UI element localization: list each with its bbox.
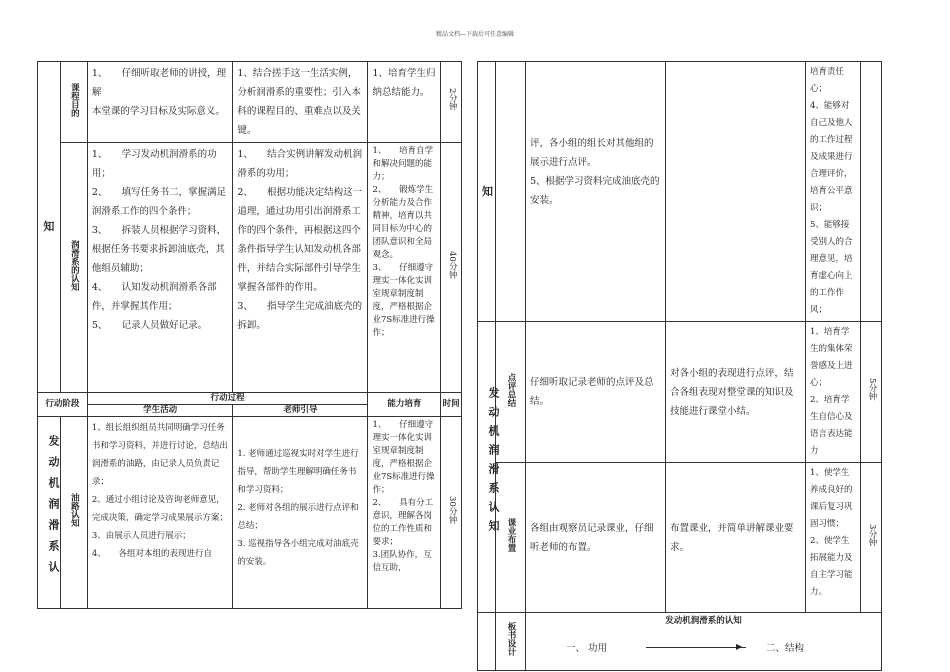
homework-teacher: 布置课业，并简单讲解课业要求。 bbox=[666, 463, 806, 613]
row-label-comment-summary: 点评总结 bbox=[496, 322, 526, 463]
oil-path-student: 1、组长组织组员共同明确学习任务书和学习资料，并进行讨论，总结出润滑系的油路，由记录人员负责记录； 2、通过小组讨论及咨询老师意见，完成决策，确定学习成果展示方案； 3、由展示人员进行展示； 4、 各组对本组的表现进行自 bbox=[87, 417, 232, 609]
comment-summary-student: 仔细听取记录老师的点评及总结。 bbox=[526, 322, 666, 463]
comment-summary-time: 5分钟 bbox=[861, 322, 882, 463]
comment-summary-ability: 1、培育学生的集体荣誉感及上进心； 2、培育学生自信心及语言表达能力 bbox=[806, 322, 861, 463]
row-label-blackboard: 板书设计 bbox=[496, 613, 526, 671]
blackboard-design: 发动机润滑系的认知 一、 功用 ▶ 二、结构 bbox=[526, 613, 882, 671]
row-label-homework: 课业布置 bbox=[496, 463, 526, 613]
row-label-oil-path: 油路认知 bbox=[60, 417, 87, 609]
header-stage: 行动阶段 bbox=[38, 393, 88, 417]
header-student: 学生活动 bbox=[87, 405, 232, 417]
arrow-icon bbox=[646, 647, 746, 648]
header-time: 时间 bbox=[441, 393, 462, 417]
comment-summary-teacher: 对各小组的表现进行点评，结合各组表现对整堂课的知识及技能进行课堂小结。 bbox=[666, 322, 806, 463]
row-label-course-goal: 课程目的 bbox=[60, 62, 87, 143]
lubrication-cognition-teacher: 1、 结合实例讲解发动机润滑系的功用； 2、 根据功能决定结构这一道理，通过功用引出润滑系工作的四个条件，再根据这四个条件指导学生认知发动机各部件，并结合实际部件引导学生掌握各部件的作用。 3、 指导学生完成油底壳的拆卸。 bbox=[233, 143, 368, 393]
course-goal-ability: 1、培育学生归纳总结能力。 bbox=[368, 62, 441, 143]
header-teacher: 老师引导 bbox=[233, 405, 368, 417]
section-label-engine: 发动机润滑系认 bbox=[38, 417, 61, 609]
homework-ability: 1、使学生养成良好的课后复习巩固习惯； 2、使学生拓展能力及自主学习能力。 bbox=[806, 463, 861, 613]
course-goal-student: 1、 仔细听取老师的讲授，理解 本堂课的学习目标及实际意义。 bbox=[87, 62, 232, 143]
section-label-engine-right: 发动机润滑系认知 bbox=[478, 322, 496, 613]
review-ability: 培育责任心； 4、能够对自己及他人的工作过程及成果进行合理评价，培育公平意识； 5、能够接受别人的合理意见，培育虚心向上的工作作风； bbox=[806, 62, 861, 322]
lesson-table-right bbox=[477, 61, 882, 671]
header-ability: 能力培育 bbox=[368, 393, 441, 417]
section-label-knowledge-right: 知 bbox=[478, 62, 496, 322]
lubrication-cognition-ability: 1、 培育自学和解决问题的能力； 2、 锻炼学生分析能力及合作精神，培育以共同目标为中心的团队意识和全局观念。 3、 仔细遵守理实一体化实训室规章制度制度，严格根据企业7S标准进行操作； bbox=[368, 143, 441, 393]
blackboard-item-structure: 二、结构 bbox=[766, 643, 805, 654]
homework-time: 3分钟 bbox=[861, 463, 882, 613]
document-header: 精品文档---下载后可任意编辑 bbox=[435, 31, 515, 38]
section-label-knowledge: 知 bbox=[38, 62, 61, 393]
oil-path-ability: 1、 仔细遵守理实一体化实训室规章制度制度，严格根据企业7S标准进行操作； 2、 具有分工意识，理解各岗位的工作性质和要求； 3.团队协作，互信互助， bbox=[368, 417, 441, 609]
lesson-table-left bbox=[37, 61, 462, 609]
review-student: 评，各小组的组长对其他组的展示进行点评。 5、根据学习资料完成油底壳的安装。 bbox=[526, 62, 666, 322]
blackboard-item-function: 一、 功用 bbox=[566, 643, 608, 654]
lubrication-cognition-time: 40分钟 bbox=[441, 143, 462, 393]
oil-path-time: 30分钟 bbox=[441, 417, 462, 609]
lubrication-cognition-student: 1、 学习发动机润滑系的功用； 2、 填写任务书二，掌握满足润滑系工作的四个条件； 3、 拆装人员根据学习资料，根据任务书要求拆卸油底壳，其他组员辅助； 4、 认知发动机润滑系各部件，并掌握其作用； 5、 记录人员做好记录。 bbox=[87, 143, 232, 393]
course-goal-teacher: 1、结合搓手这一生活实例，分析润滑系的重要性；引入本科的课程目的、重难点以及关键。 bbox=[233, 62, 368, 143]
row-label-lubrication-cognition: 润滑系的认知 bbox=[60, 143, 87, 393]
oil-path-teacher: 1. 老师通过巡视实时对学生进行指导，帮助学生理解明确任务书和学习资料； 2. 老师对各组的展示进行点评和总结； 3. 巡视指导各小组完成对油底壳的安装。 bbox=[233, 417, 368, 609]
homework-student: 各组由观察员记录课业，仔细听老师的布置。 bbox=[526, 463, 666, 613]
header-process: 行动过程 bbox=[87, 393, 368, 405]
course-goal-time: 2分钟 bbox=[441, 62, 462, 143]
blackboard-title: 发动机润滑系的认知 bbox=[665, 616, 742, 626]
